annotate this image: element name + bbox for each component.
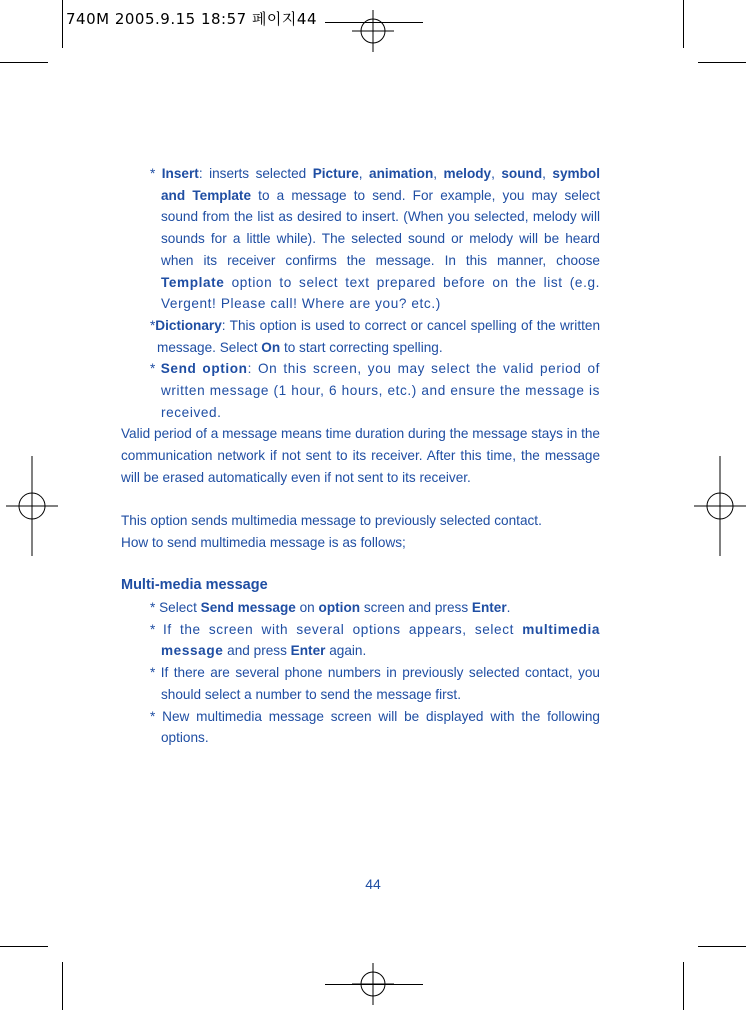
registration-target-icon	[352, 963, 394, 1005]
how-to-send-line: How to send multimedia message is as follows;	[121, 534, 406, 550]
registration-target-icon	[352, 10, 394, 52]
step-select-number: * If there are several phone numbers in previously selected contact, you should select a number to send the message first.	[150, 665, 600, 702]
step-new-message-screen: * New multimedia message screen will be displayed with the following options.	[150, 708, 600, 746]
page-number: 44	[365, 876, 381, 892]
print-header: 740M 2005.9.15 18:57 페이지44	[66, 10, 318, 28]
registration-target-icon	[6, 456, 58, 556]
step-select-multimedia: * If the screen with several options appears, select multimedia message and press Enter again.	[150, 621, 600, 659]
registration-target-icon	[694, 456, 746, 556]
option-description: This option sends multimedia message to previously selected contact.	[121, 513, 542, 529]
dictionary-item: *Dictionary: This option is used to correct or cancel spelling of the written message. Select On to start correcting spelling.	[150, 317, 600, 355]
valid-period-paragraph: Valid period of a message means time duration during the message stays in the communication network if not sent to its receiver. After this time, the message will be erased automatically even if not sent to its receiver.	[121, 426, 600, 485]
step-send-message: * Select Send message on option screen and press Enter.	[150, 600, 511, 616]
manual-content	[121, 163, 600, 749]
section-heading: Multi-media message	[121, 577, 268, 594]
send-option-item: * Send option: On this screen, you may select the valid period of written message (1 hour, 6 hours, etc.) and ensure the message is received.	[150, 361, 600, 420]
insert-item: * Insert: inserts selected Picture, animation, melody, sound, symbol and Template to a message to send. For example, you may select sound from the list as desired to insert. (When you selected, melody will sounds for a little while). The selected sound or melody will be heard when its receiver confirms the message. In this manner, choose Template option to select text prepared before on the list (e.g. Vergent! Please call! Where are you? etc.)	[150, 166, 601, 312]
